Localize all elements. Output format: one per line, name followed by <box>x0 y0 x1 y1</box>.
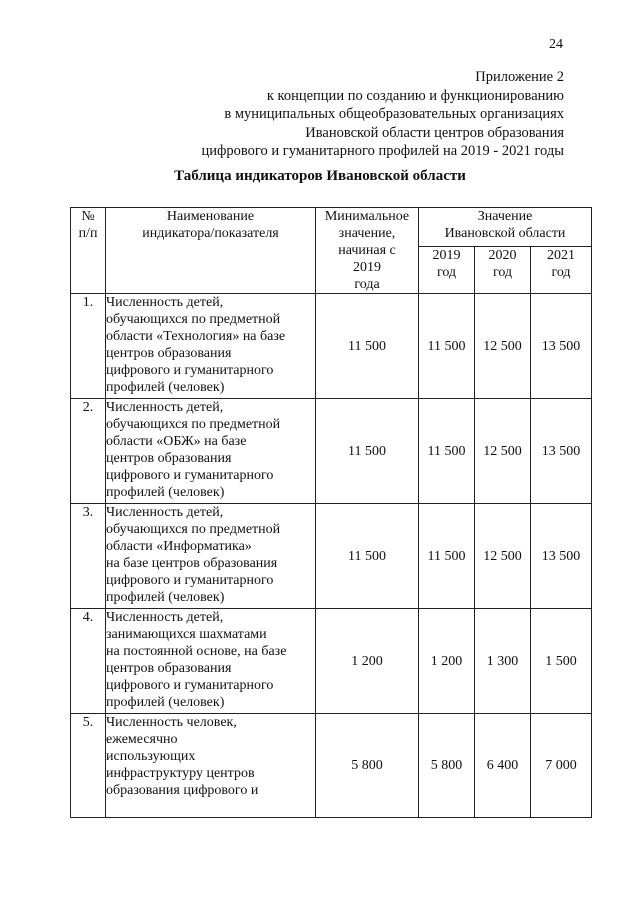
appendix-header <box>84 68 564 161</box>
indicator-name-line: занимающихся шахматами <box>106 627 267 642</box>
indicator-name-line: области «Технология» на базе <box>106 329 286 344</box>
indicator-name-line: профилей (человек) <box>106 695 225 710</box>
value-2021: 13 500 <box>531 294 592 399</box>
header-name-line: индикатора/показателя <box>142 226 279 241</box>
indicator-name-line: центров образования <box>106 661 232 676</box>
indicator-name-line: цифрового и гуманитарного <box>106 678 274 693</box>
value-2020: 12 500 <box>475 399 531 504</box>
indicator-name-line: инфраструктуру центров <box>106 766 255 781</box>
indicator-name-line: цифрового и гуманитарного <box>106 468 274 483</box>
indicator-name-line: Численность детей, <box>106 400 224 415</box>
min-value: 1 200 <box>316 609 419 714</box>
appendix-line: к концепции по созданию и функционированию <box>266 87 564 104</box>
value-2020: 12 500 <box>475 504 531 609</box>
value-2019: 5 800 <box>419 714 475 818</box>
header-min-line: года <box>354 277 380 292</box>
appendix-line: в муниципальных общеобразовательных организациях <box>224 106 564 123</box>
indicator-name-line: Численность детей, <box>106 295 224 310</box>
header-year-line: год <box>492 264 513 280</box>
header-value-group <box>419 208 592 247</box>
indicator-name-line: образования цифрового и <box>106 783 259 798</box>
indicator-name-line: профилей (человек) <box>106 380 225 395</box>
min-value: 5 800 <box>316 714 419 818</box>
indicator-name <box>106 609 316 714</box>
min-value: 11 500 <box>316 399 419 504</box>
min-value: 11 500 <box>316 294 419 399</box>
header-year-line: 2021 <box>547 247 575 263</box>
value-2020: 6 400 <box>475 714 531 818</box>
indicator-name-line: профилей (человек) <box>106 485 225 500</box>
indicator-name-line: Численность человек, <box>106 715 237 730</box>
indicator-name-line: обучающихся по предметной <box>106 312 281 327</box>
header-year-2021 <box>531 246 592 293</box>
table-row <box>71 504 592 609</box>
indicator-name-line: Численность детей, <box>106 610 224 625</box>
indicator-name-line: обучающихся по предметной <box>106 417 281 432</box>
indicator-name-line: на базе центров образования <box>106 556 278 571</box>
value-2019: 11 500 <box>419 504 475 609</box>
header-min-line: Минимальное <box>324 209 410 224</box>
header-min-line: значение, <box>338 226 396 241</box>
header-name <box>106 208 316 294</box>
value-2021: 13 500 <box>531 504 592 609</box>
header-value-line: Ивановской области <box>444 226 566 241</box>
value-2021: 1 500 <box>531 609 592 714</box>
value-2019: 1 200 <box>419 609 475 714</box>
table-row <box>71 609 592 714</box>
header-num-line: п/п <box>78 226 98 241</box>
indicator-name-line: ежемесячно <box>106 732 178 747</box>
header-year-line: год <box>551 264 571 280</box>
indicator-name-line: Численность детей, <box>106 505 224 520</box>
header-year-line: 2019 <box>432 247 461 263</box>
indicator-name-line: обучающихся по предметной <box>106 522 281 537</box>
indicator-name-line: области «Информатика» <box>106 539 252 554</box>
table-row <box>71 294 592 399</box>
header-min-value <box>316 208 419 294</box>
header-year-2019 <box>419 246 475 293</box>
row-number: 3. <box>71 504 106 609</box>
header-min-line: 2019 <box>353 260 381 275</box>
header-year-line: год <box>436 264 457 280</box>
appendix-line: Приложение 2 <box>475 69 564 85</box>
indicator-name-line: профилей (человек) <box>106 590 225 605</box>
indicator-name-line: центров образования <box>106 451 232 466</box>
table-row <box>71 399 592 504</box>
indicators-table <box>70 207 592 818</box>
header-num-line: № <box>81 209 95 224</box>
table-title: Таблица индикаторов Ивановской области <box>174 168 466 184</box>
indicator-name-line: центров образования <box>106 346 232 361</box>
value-2020: 12 500 <box>475 294 531 399</box>
page-number: 24 <box>549 37 563 52</box>
indicator-name <box>106 399 316 504</box>
indicator-name <box>106 504 316 609</box>
value-2021: 7 000 <box>531 714 592 818</box>
indicator-name <box>106 714 316 818</box>
value-2020: 1 300 <box>475 609 531 714</box>
value-2019: 11 500 <box>419 399 475 504</box>
header-year-2020 <box>475 246 531 293</box>
min-value: 11 500 <box>316 504 419 609</box>
value-2021: 13 500 <box>531 399 592 504</box>
row-number: 5. <box>71 714 106 818</box>
indicator-name-line: области «ОБЖ» на базе <box>106 434 247 449</box>
header-num <box>71 208 106 294</box>
header-value-line: Значение <box>477 209 533 224</box>
indicator-name-line: на постоянной основе, на базе <box>106 644 287 659</box>
indicator-name-line: цифрового и гуманитарного <box>106 573 274 588</box>
appendix-line: Ивановской области центров образования <box>305 124 564 141</box>
indicator-name <box>106 294 316 399</box>
appendix-line: цифрового и гуманитарного профилей на 2019 - 2021 годы <box>201 143 564 160</box>
indicator-name-line: цифрового и гуманитарного <box>106 363 274 378</box>
header-min-line: начиная с <box>338 243 396 258</box>
table-row <box>71 714 592 818</box>
row-number: 4. <box>71 609 106 714</box>
header-row <box>71 208 592 247</box>
indicator-name-line: использующих <box>106 749 196 764</box>
row-number: 1. <box>71 294 106 399</box>
row-number: 2. <box>71 399 106 504</box>
header-name-line: Наименование <box>166 209 255 224</box>
header-year-line: 2020 <box>488 247 517 263</box>
value-2019: 11 500 <box>419 294 475 399</box>
